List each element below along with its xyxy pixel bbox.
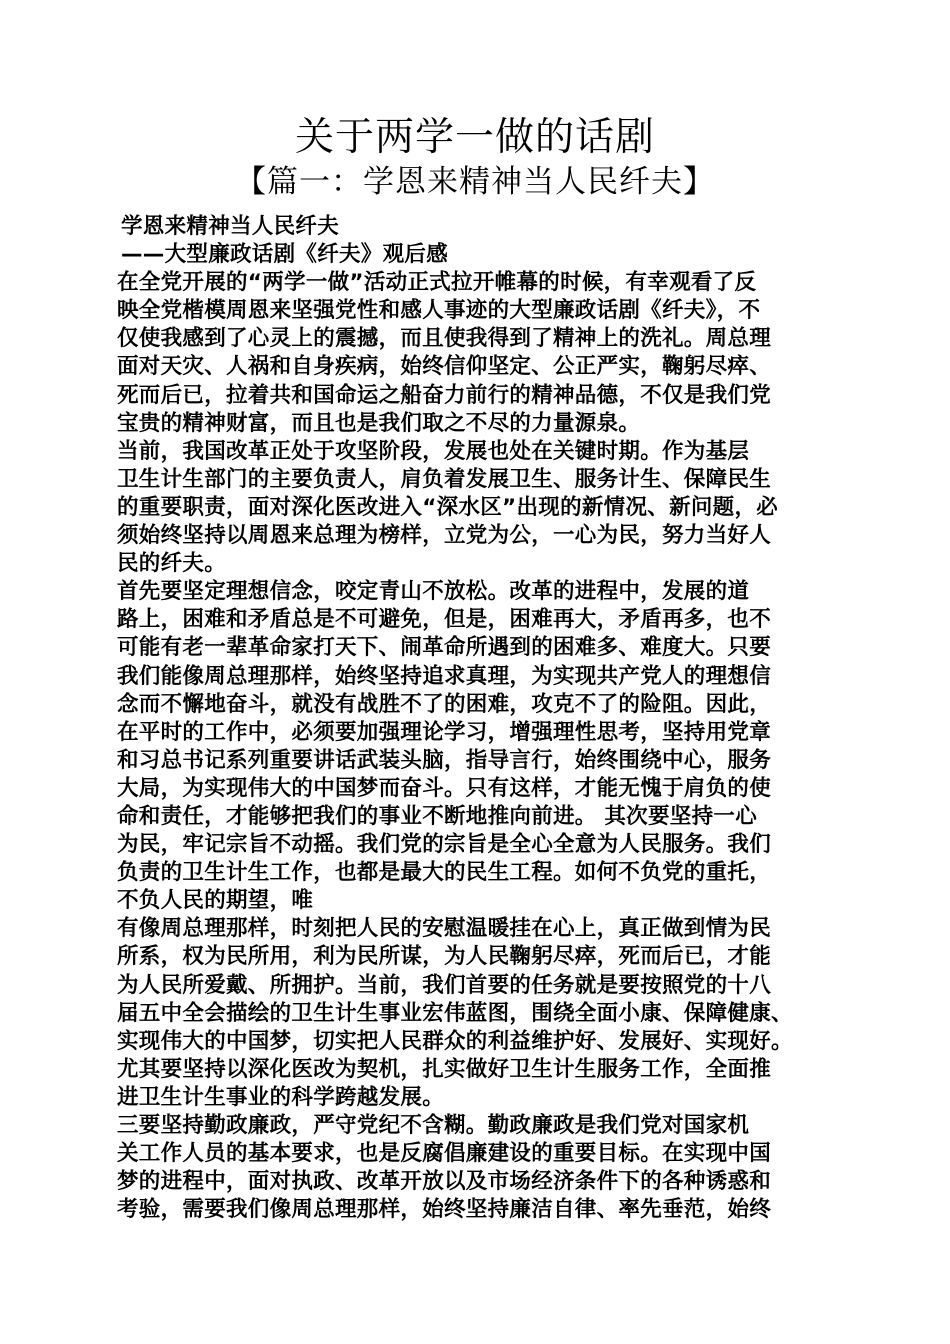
document-body (117, 213, 847, 1224)
text-line: 的重要职责，面对深化医改进入“深水区”出现的新情况、新问题，必 (117, 494, 779, 520)
text-line: 进卫生计生事业的科学跨越发展。 (117, 1084, 445, 1110)
text-line: 尤其要坚持以深化医改为契机，扎实做好卫生计生服务工作，全面推 (117, 1056, 772, 1082)
text-line: 大局，为实现伟大的中国梦而奋斗。只有这样，才能无愧于肩负的使 (117, 775, 772, 801)
text-line: 考验，需要我们像周总理那样，始终坚持廉洁自律、率先垂范，始终 (117, 1197, 772, 1223)
text-line: 面对天灾、人祸和自身疾病，始终信仰坚定、公正严实，鞠躬尽瘁、 (117, 354, 772, 380)
article-heading: 学恩来精神当人民纤夫 (121, 214, 340, 239)
text-line: 为人民所爱戴、所拥护。当前，我们首要的任务就是要按照党的十八 (117, 972, 772, 998)
text-line: 实现伟大的中国梦，切实把人民群众的利益维护好、发展好、实现好。 (117, 1028, 793, 1054)
text-line: 可能有老一辈革命家打天下、闹革命所遇到的困难多、难度大。只要 (117, 635, 772, 661)
article-subheading: ——大型廉政话剧《纤夫》观后感 (121, 242, 449, 268)
text-line: 届五中全会描绘的卫生计生事业宏伟蓝图，围绕全面小康、保障健康、 (117, 1000, 793, 1026)
text-line: 在平时的工作中，必须要加强理论学习，增强理性思考，坚持用党章 (117, 719, 772, 745)
text-line: 须始终坚持以周恩来总理为榜样，立党为公，一心为民，努力当好人 (117, 523, 772, 549)
text-line: 梦的进程中，面对执政、改革开放以及市场经济条件下的各种诱惑和 (117, 1169, 772, 1195)
text-line: 我们能像周总理那样，始终坚持追求真理，为实现共产党人的理想信 (117, 663, 772, 689)
text-line: 负责的卫生计生工作，也都是最大的民生工程。如何不负党的重托， (117, 860, 772, 886)
article-text (117, 269, 847, 1224)
text-line: 念而不懈地奋斗，就没有战胜不了的困难，攻克不了的险阻。因此， (117, 691, 772, 717)
text-line: 仅使我感到了心灵上的震撼，而且使我得到了精神上的洗礼。周总理 (117, 326, 772, 352)
text-line: 和习总书记系列重要讲话武装头脑，指导言行，始终围绕中心，服务 (117, 747, 772, 773)
text-line: 民的纤夫。 (117, 551, 227, 577)
text-line: 宝贵的精神财富，而且也是我们取之不尽的力量源泉。 (117, 410, 641, 436)
text-line: 路上，困难和矛盾总是不可避免，但是，困难再大，矛盾再多，也不 (117, 607, 772, 633)
text-line: 三要坚持勤政廉政，严守党纪不含糊。勤政廉政是我们党对国家机 (117, 1113, 750, 1138)
text-line: 首先要坚定理想信念，咬定青山不放松。改革的进程中，发展的道 (117, 579, 750, 605)
text-line: 在全党开展的“两学一做”活动正式拉开帷幕的时候，有幸观看了反 (117, 270, 757, 296)
document-subtitle: 【篇一：学恩来精神当人民纤夫】 (235, 164, 715, 200)
text-line: 有像周总理那样，时刻把人民的安慰温暖挂在心上，真正做到情为民 (117, 916, 772, 942)
text-line: 卫生计生部门的主要负责人，肩负着发展卫生、服务计生、保障民生 (117, 466, 772, 492)
text-line: 关工作人员的基本要求，也是反腐倡廉建设的重要目标。在实现中国 (117, 1141, 772, 1167)
text-line: 命和责任，才能够把我们的事业不断地推向前进。 其次要坚持一心 (117, 803, 757, 829)
text-line: 映全党楷模周恩来坚强党性和感人事迹的大型廉政话剧《纤夫》，不 (117, 298, 761, 324)
text-line: 所系，权为民所用，利为民所谋，为人民鞠躬尽瘁，死而后已，才能 (117, 944, 772, 970)
document-title: 关于两学一做的话剧 (294, 115, 655, 160)
text-line: 不负人民的期望，唯 (117, 888, 314, 914)
text-line: 死而后已，拉着共和国命运之船奋力前行的精神品德，不仅是我们党 (117, 382, 772, 408)
text-line: 为民，牢记宗旨不动摇。我们党的宗旨是全心全意为人民服务。我们 (117, 832, 772, 858)
text-line: 当前，我国改革正处于攻坚阶段，发展也处在关键时期。作为基层 (117, 438, 750, 464)
